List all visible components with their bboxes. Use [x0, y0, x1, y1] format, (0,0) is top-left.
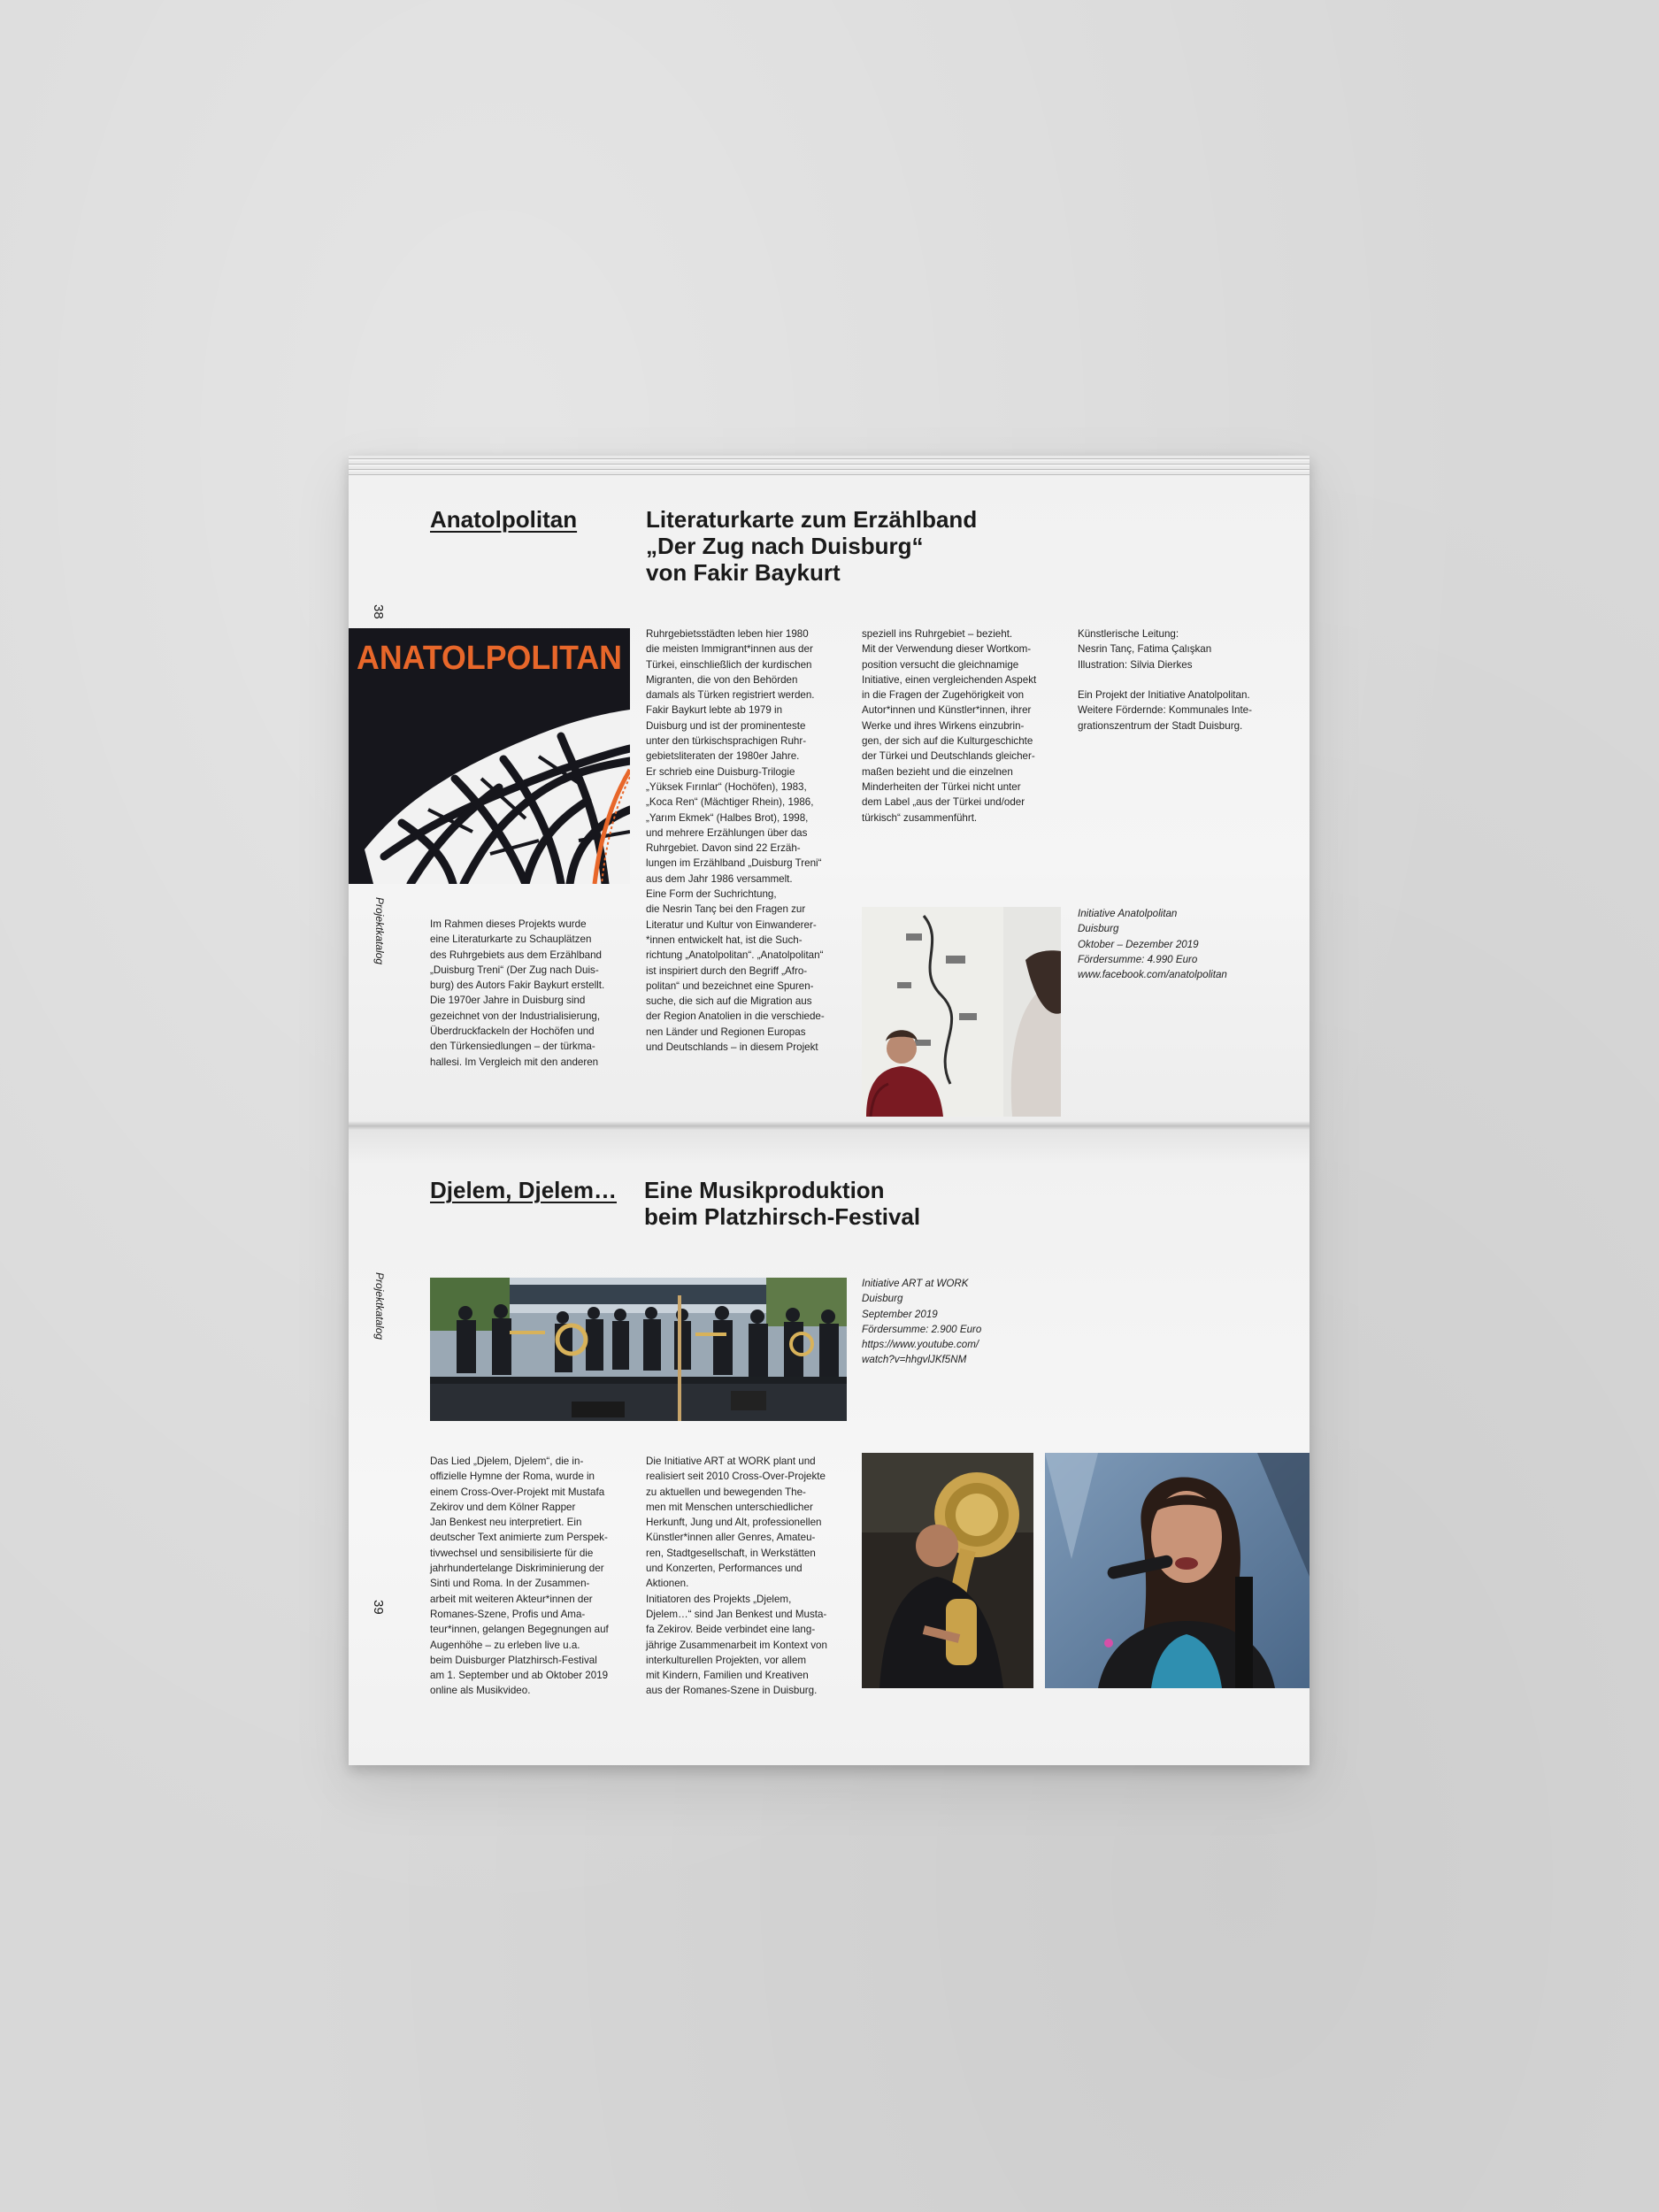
page-39 [349, 1125, 1310, 1765]
exhibition-photo [862, 907, 1061, 1117]
text-column-3: speziell ins Ruhrgebiet – bezieht. Mit der Verwendung dieser Wortkom- position versucht die gleichnamige Initiative, einen vergleichenden Aspekt in die Fragen der Zugehörigkeit von Autor*innen und Künstler*innen, ihrer Werke und ihres Wirkens einzubrin- gen, der sich auf die Kulturgeschichte der Türkei und Deutschlands gleicher- maßen bezieht und die einzelnen Minderheiten der Türkei nicht unter dem Label „aus der Türkei und/oder türkisch“ zusammenführt. [862, 628, 1037, 824]
page-number: 38 [371, 604, 386, 619]
catalog-booklet [349, 456, 1310, 1765]
text-column-2: Ruhrgebietsstädten leben hier 1980 die meisten Immigrant*innen aus der Türkei, einschließlich der kurdischen Migranten, die von den Behörden damals als Türken registriert werden. Fakir Baykurt lebte ab 1979 in Duisburg und ist der prominenteste unter den türkischsprachigen Ruhr- gebietsliteraten der 1980er Jahre. Er schrieb eine Duisburg-Trilogie „Yüksek Fırınlar“ (Hochöfen), 1983, „Koca Ren“ (Mächtiger Rhein), 1986, „Yarım Ekmek“ (Halbes Brot), 1998, und mehrere Erzählungen über das Ruhrgebiet. Davon sind 22 Erzäh- lungen im Erzählband „Duisburg Treni“ aus dem Jahr 1986 versammelt. Eine Form der Suchrichtung, die Nesrin Tanç bei den Fragen zur Literatur und Kultur von Einwanderer- *innen entwickelt hat, ist die Such- richtung „Anatolpolitan“. „Anatolpolitan“ ist inspiriert durch den Begriff „Afro- politan“ und bezeichnet eine Spuren- suche, die sich auf die Migration aus der Region Anatolien in die verschiede- nen Länder und Regionen Europas und Deutschlands – in diesem Projekt [646, 628, 825, 1054]
project-name: Anatolpolitan [430, 506, 578, 533]
anatolpolitan-poster-image [349, 628, 630, 884]
project-headline: Literaturkarte zum Erzählband „Der Zug nach Duisburg“ von Fakir Baykurt [646, 506, 978, 586]
poster-title: ANATOLPOLITAN [357, 640, 622, 677]
side-label: Projektkatalog [373, 897, 386, 965]
tuba-player-photo [862, 1453, 1033, 1688]
band-stage-photo [430, 1278, 847, 1421]
page-stack-edge [349, 456, 1310, 475]
credits-block: Künstlerische Leitung: Nesrin Tanç, Fatima Çalışkan Illustration: Silvia Dierkes Ein Projekt der Initiative Anatolpolitan. Weitere Fördernde: Kommunales Inte- grationszentrum der Stadt Duisburg. [1078, 628, 1252, 732]
poster-map-graphic [349, 628, 630, 884]
page-fold-shadow [349, 1121, 1310, 1130]
side-label: Projektkatalog [373, 1272, 386, 1340]
project-info: Initiative ART at WORK Duisburg September 2019 Fördersumme: 2.900 Euro https://www.youtube.com/ watch?v=hhgvlJKf5NM [862, 1278, 982, 1366]
page-38 [349, 475, 1310, 1125]
text-column-2: Die Initiative ART at WORK plant und realisiert seit 2010 Cross-Over-Projekte zu aktuellen und bewegenden The- men mit Menschen unterschiedlicher Herkunft, Jung und Alt, professionellen Künstler*innen aller Genres, Amateu- ren, Stadtgesellschaft, in Werkstätten und Konzerten, Performances und Aktionen. Initiatoren des Projekts „Djelem, Djelem…“ sind Jan Benkest und Musta- fa Zekirov. Beide verbindet eine lang- jährige Zusammenarbeit im Kontext von interkulturellen Projekten, vor allem mit Kindern, Familien und Kreativen aus der Romanes-Szene in Duisburg. [646, 1455, 827, 1697]
singer-photo [1045, 1453, 1310, 1688]
project-name: Djelem, Djelem… [430, 1177, 617, 1203]
text-column-1: Im Rahmen dieses Projekts wurde eine Literaturkarte zu Schauplätzen des Ruhrgebiets aus dem Erzählband „Duisburg Treni“ (Der Zug nach Duis- burg) des Autors Fakir Baykurt erstellt. Die 1970er Jahre in Duisburg sind gezeichnet von der Industrialisierung, Überdruckfackeln der Hochöfen und den Türkensiedlungen – der türkma- hallesi. Im Vergleich mit den anderen [430, 918, 605, 1068]
project-info: Initiative Anatolpolitan Duisburg Oktober – Dezember 2019 Fördersumme: 4.990 Euro www.facebook.com/anatolpolitan [1078, 908, 1227, 981]
text-column-1: Das Lied „Djelem, Djelem“, die in- offizielle Hymne der Roma, wurde in einem Cross-Over-Projekt mit Mustafa Zekirov und dem Kölner Rapper Jan Benkest neu interpretiert. Ein deutscher Text animierte zum Perspek- tivwechsel und sensibilisierte für die jahrhundertelange Diskriminierung der Sinti und Roma. In der Zusammen- arbeit mit weiteren Akteur*innen der Romanes-Szene, Profis und Ama- teur*innen, gelangen Begegnungen auf Augenhöhe – zu erleben live u.a. beim Duisburger Platzhirsch-Festival am 1. September und ab Oktober 2019 online als Musikvideo. [430, 1455, 609, 1697]
project-headline: Eine Musikproduktion beim Platzhirsch-Festival [644, 1177, 921, 1230]
page-number: 39 [371, 1600, 386, 1615]
